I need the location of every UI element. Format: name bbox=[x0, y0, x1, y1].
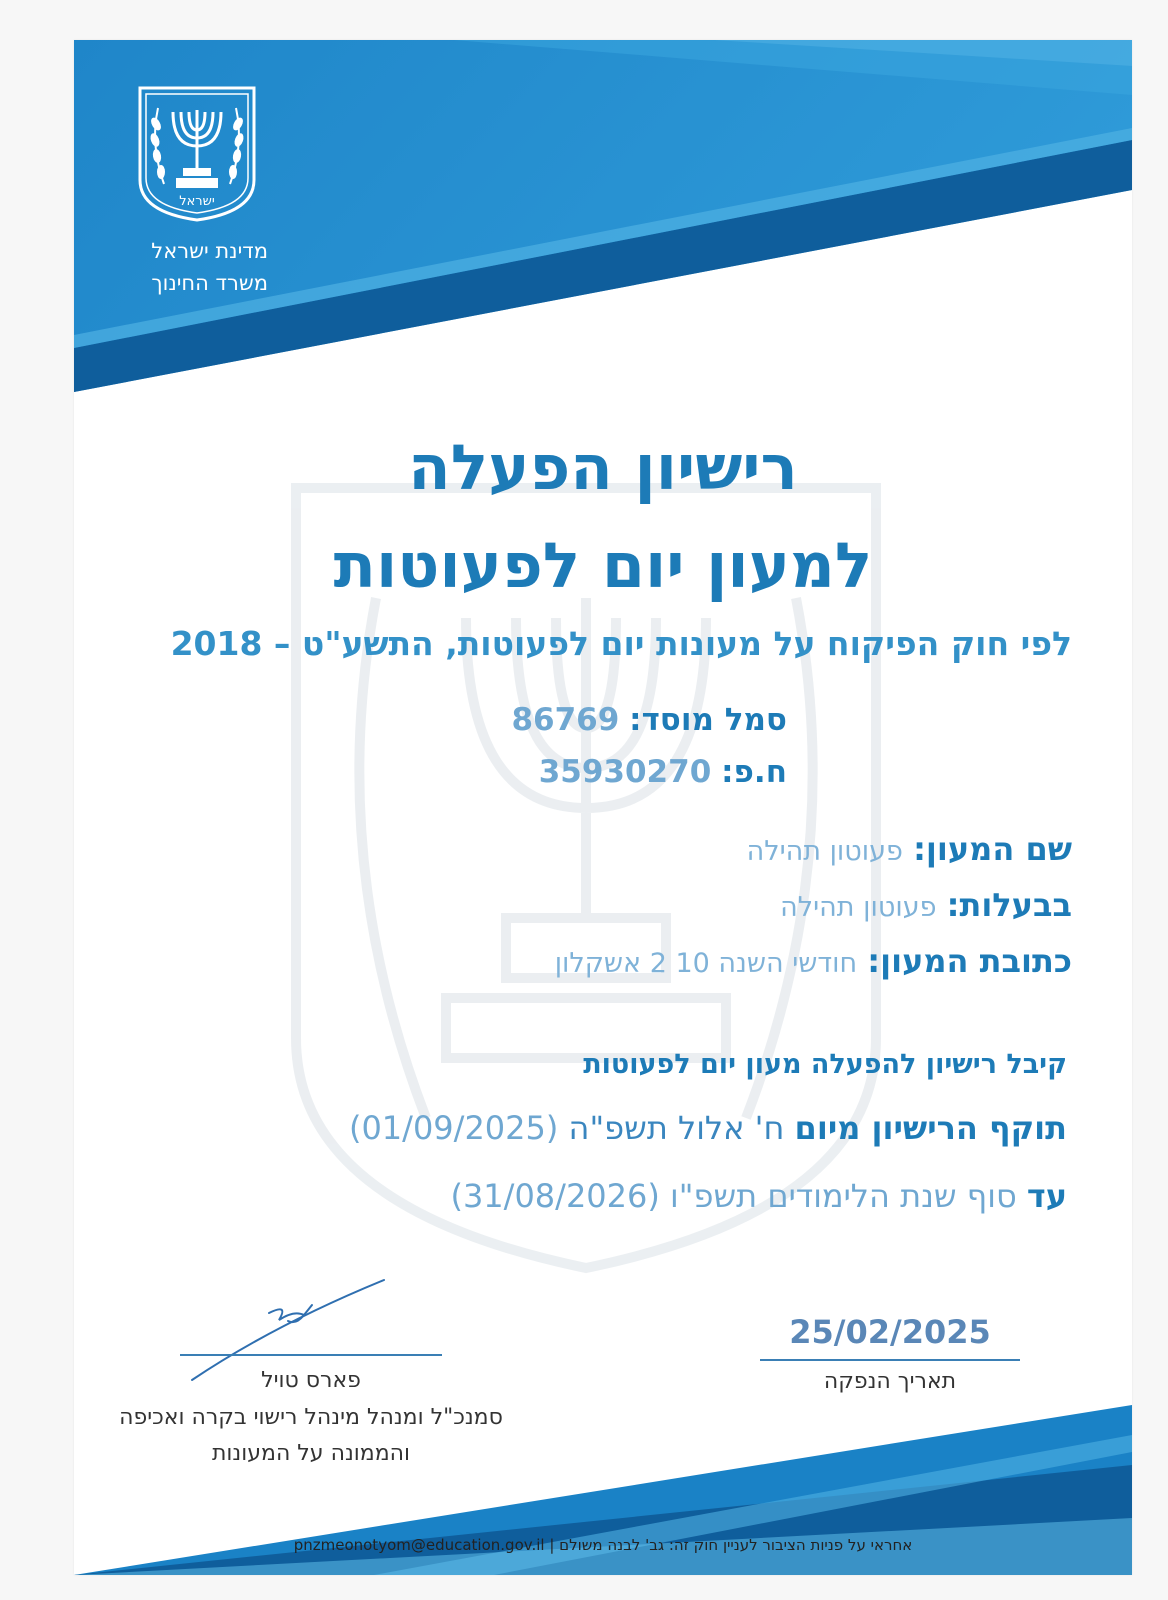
institution-code-row bbox=[511, 700, 787, 740]
institution-code-label: סמל מוסד: bbox=[629, 702, 787, 738]
daycare-name-label: שם המעון: bbox=[913, 830, 1072, 868]
address-label: כתובת המעון: bbox=[867, 942, 1072, 980]
owner-value: פעוטון תהילה bbox=[780, 892, 937, 923]
validity-date: (01/09/2025) bbox=[348, 1109, 559, 1147]
signer-role-line1: סמנכ"ל ומנהל מינהל רישוי בקרה ואכיפה bbox=[119, 1405, 503, 1430]
license-received-text: קיבל רישיון להפעלה מעון יום לפעוטות bbox=[583, 1049, 1067, 1080]
signer-name: פארס טויל bbox=[261, 1368, 361, 1393]
law-reference: לפי חוק הפיקוח על מעונות יום לפעוטות, התשע"ט – 2018 bbox=[170, 624, 1072, 663]
issue-date-line bbox=[760, 1359, 1020, 1361]
until-value: סוף שנת הלימודים תשפ"ו (31/08/2026) bbox=[450, 1177, 1017, 1215]
signature-line bbox=[180, 1354, 442, 1356]
license-until-row bbox=[450, 1174, 1067, 1218]
state-emblem-icon bbox=[136, 84, 258, 224]
ministry-name: משרד החינוך bbox=[151, 271, 268, 295]
company-number-row bbox=[539, 752, 787, 792]
owner-label: בבעלות: bbox=[946, 886, 1072, 924]
address-row bbox=[555, 940, 1072, 985]
issuer-block bbox=[126, 235, 268, 299]
svg-text:ישראל: ישראל bbox=[179, 194, 215, 209]
state-name: מדינת ישראל bbox=[151, 239, 268, 263]
document-title-line2: למעון יום לפעוטות bbox=[333, 529, 873, 602]
issue-date-value: 25/02/2025 bbox=[789, 1313, 991, 1351]
signer-role bbox=[74, 1400, 548, 1472]
signer-role-line2: והממונה על המעונות bbox=[211, 1441, 411, 1466]
company-number-label: ח.פ: bbox=[721, 754, 787, 790]
validity-hebrew-date: ח' אלול תשפ"ה bbox=[568, 1109, 785, 1147]
daycare-name-row bbox=[747, 828, 1072, 873]
institution-code-value: 86769 bbox=[511, 702, 620, 738]
footer-contact: אחראי על פניות הציבור לעניין חוק זה: גב' לבנה משולם | pnzmeonotyom@education.gov.il bbox=[293, 1536, 913, 1554]
issue-date-label: תאריך הנפקה bbox=[823, 1369, 957, 1394]
daycare-name-value: פעוטון תהילה bbox=[746, 836, 903, 867]
license-validity-row bbox=[349, 1106, 1067, 1150]
document-title: רישיון הפעלה bbox=[408, 431, 798, 504]
owner-row bbox=[780, 884, 1072, 929]
company-number-value: 35930270 bbox=[538, 754, 712, 790]
address-value: חודשי השנה 10 2 אשקלון bbox=[554, 948, 858, 979]
until-label: עד bbox=[1026, 1177, 1067, 1215]
license-certificate bbox=[74, 40, 1132, 1575]
validity-label: תוקף הרישיון מיום bbox=[794, 1109, 1067, 1147]
